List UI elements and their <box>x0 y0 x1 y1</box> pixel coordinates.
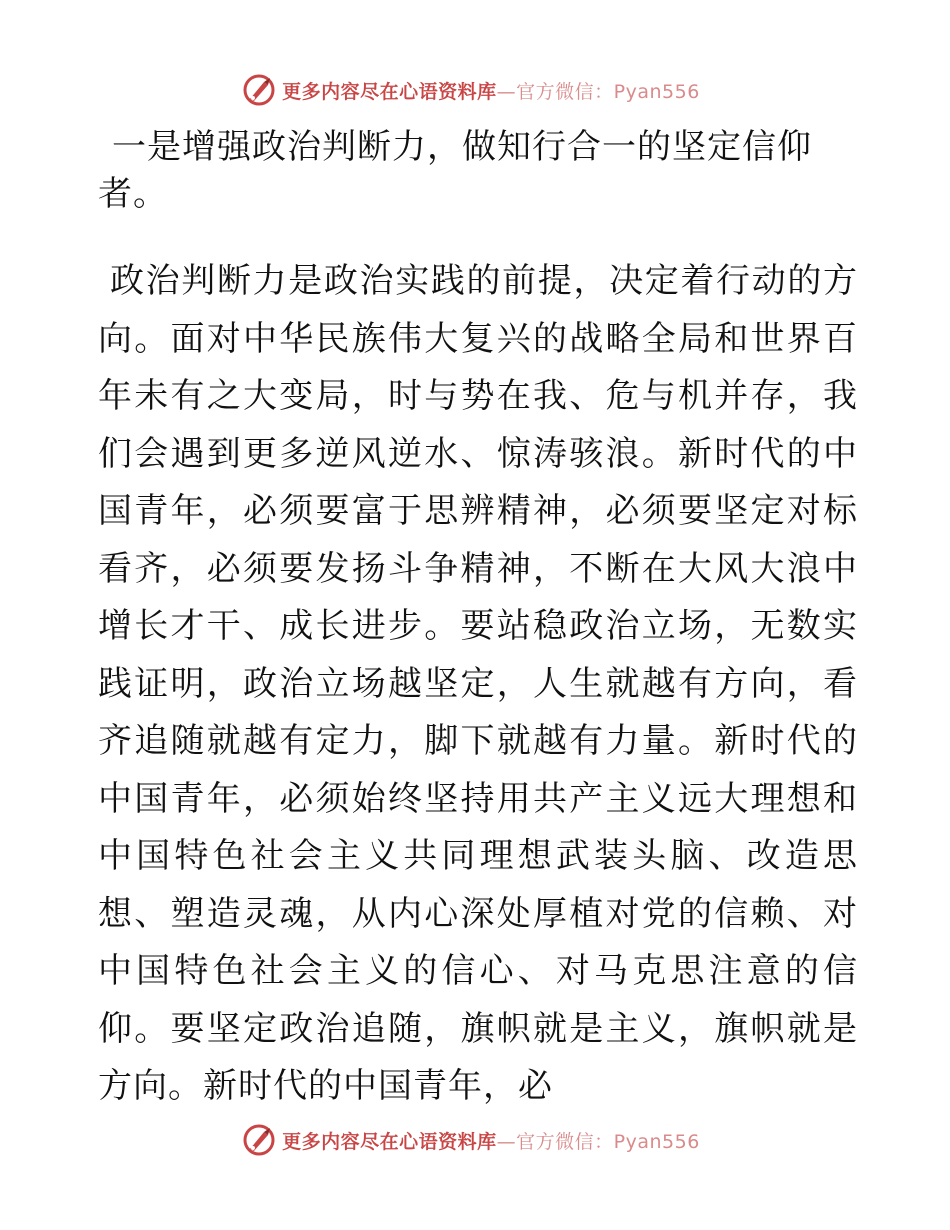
header-watermark <box>242 73 700 107</box>
quill-logo-icon <box>242 1123 276 1157</box>
section-heading: 一是增强政治判断力，做知行合一的坚定信仰者。 <box>98 127 812 214</box>
watermark-text <box>282 1127 700 1154</box>
watermark-brand: 更多内容尽在心语资料库 <box>282 1130 497 1153</box>
quill-logo-icon <box>242 73 276 107</box>
watermark-text <box>282 77 700 104</box>
footer-watermark-banner <box>0 1120 950 1160</box>
header-watermark-banner <box>0 70 950 110</box>
body-paragraph: 政治判断力是政治实践的前提，决定着行动的方向。面对中华民族伟大复兴的战略全局和世界百年未有之大变局，时与势在我、危与机并存，我们会遇到更多逆风逆水、惊涛骇浪。新时代的中国青年，必须要富于思辨精神，必须要坚定对标看齐，必须要发扬斗争精神，不断在大风大浪中增长才干、成长进步。要站稳政治立场，无数实践证明，政治立场越坚定，人生就越有方向，看齐追随就越有定力，脚下就越有力量。新时代的中国青年，必须始终坚持用共产主义远大理想和中国特色社会主义共同理想武装头脑、改造思想、塑造灵魂，从内心深处厚植对党的信赖、对中国特色社会主义的信心、对马克思注意的信仰。要坚定政治追随，旗帜就是主义，旗帜就是方向。新时代的中国青年，必 <box>98 261 858 1106</box>
footer-watermark <box>242 1123 700 1157</box>
watermark-wechat: —官方微信：Pyan556 <box>496 80 700 103</box>
watermark-brand: 更多内容尽在心语资料库 <box>282 80 497 103</box>
watermark-wechat: —官方微信：Pyan556 <box>496 1130 700 1153</box>
